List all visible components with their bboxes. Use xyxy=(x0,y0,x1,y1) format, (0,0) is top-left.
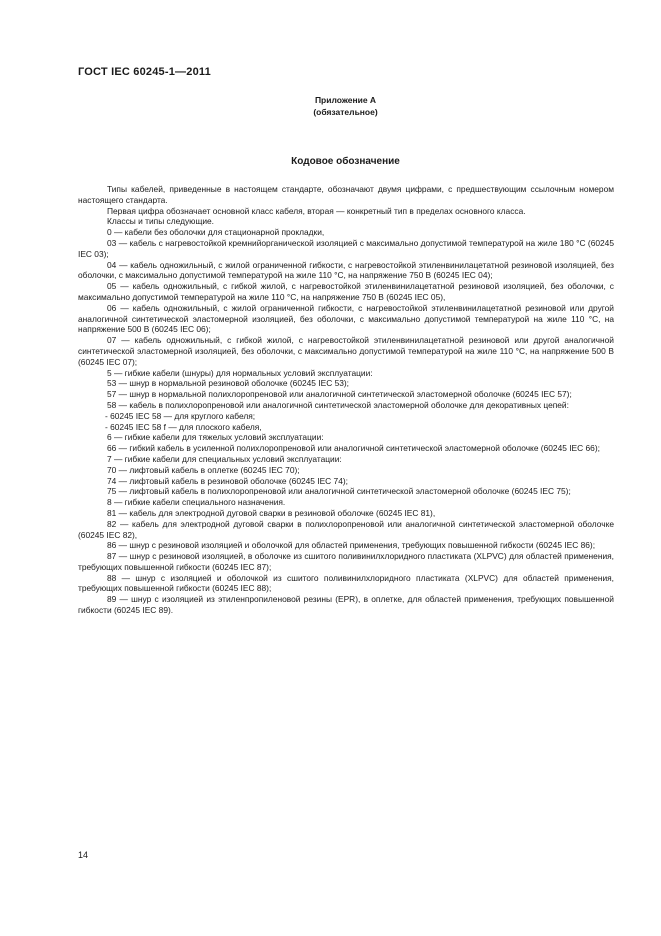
paragraph: 0 — кабели без оболочки для стационарной прокладки, xyxy=(107,227,325,238)
section-title: Кодовое обозначение xyxy=(291,156,400,167)
paragraph: 57 — шнур в нормальной полихлоропреновой или аналогичной синтетической эластомерной оболочке (60245 IEC 57); xyxy=(107,389,572,400)
paragraph: 58 — кабель в полихлоропреновой или аналогичной синтетической эластомерной оболочке для декоративных цепей: xyxy=(107,399,569,410)
paragraph: 75 — лифтовый кабель в полихлоропреновой или аналогичной синтетической эластомерной оболочке (60245 IEC 75); xyxy=(107,486,571,497)
paragraph: 06 — кабель одножильный, с жилой ограниченной гибкости, с нагревостойкой этиленвинилацетатной резиновой или другой аналогичной синтетической эластомерной изоляцией, без оболочки, с максимально допустимой температурой на жиле 110 °С, на напряжение 500 В (60245 IEC 06); xyxy=(78,302,614,335)
paragraph: Типы кабелей, приведенные в настоящем стандарте, обозначают двумя цифрами, с предшествующим ссылочным номером настоящего стандарта. xyxy=(78,184,614,205)
list-item: - 60245 IEC 58 — для круглого кабеля; xyxy=(105,410,256,421)
page-number: 14 xyxy=(78,850,89,860)
paragraph: 87 — шнур с резиновой изоляцией, в оболочке из сшитого поливинилхлоридного пластиката (XLPVC) для областей применения, требующих повышенной гибкости (60245 IEC 87); xyxy=(78,551,614,572)
list-item: - 60245 IEC 58 f — для плоского кабеля, xyxy=(105,421,262,432)
paragraph: 81 — кабель для электродной дуговой сварки в резиновой оболочке (60245 IEC 81), xyxy=(107,507,436,518)
paragraph: 66 — гибкий кабель в усиленной полихлоропреновой или аналогичной синтетической эластомерной оболочке (60245 IEC 66); xyxy=(107,443,600,454)
paragraph: 53 — шнур в нормальной резиновой оболочке (60245 IEC 53); xyxy=(107,378,349,389)
paragraph: 86 — шнур с резиновой изоляцией и оболочкой для областей применения, требующих повышенной гибкости (60245 IEC 86); xyxy=(107,540,596,551)
paragraph: 82 — кабель для электродной дуговой сварки в полихлоропреновой или аналогичной синтетической эластомерной оболочке (60245 IEC 82), xyxy=(78,518,614,540)
paragraph: 70 — лифтовый кабель в оплетке (60245 IEC 70); xyxy=(107,464,300,475)
paragraph: Классы и типы следующие. xyxy=(107,216,215,227)
paragraph: 74 — лифтовый кабель в резиновой оболочке (60245 IEC 74); xyxy=(107,475,348,486)
appendix-subtitle: (обязательное) xyxy=(313,107,378,117)
paragraph: 89 — шнур с изоляцией из этиленпропиленовой резины (EPR), в оплетке, для областей применения, требующих повышенной гибкости (60245 IEC 89). xyxy=(78,594,614,616)
paragraph: 07 — кабель одножильный, с гибкой жилой, с нагревостойкой этиленвинилацетатной резиновой или другой аналогичной синтетической эластомерной изоляцией, без оболочки, с максимально допустимой температурой на жиле 110 °С, на напряжение 500 В (60245 IEC 07); xyxy=(78,335,614,367)
paragraph: 7 — гибкие кабели для специальных условий эксплуатации: xyxy=(107,453,342,464)
paragraph: 03 — кабель с нагревостойкой кремнийорганической изоляцией с максимально допустимой температурой на жиле 180 °С (60245 IEC 03); xyxy=(78,237,614,259)
paragraph: 05 — кабель одножильный, с гибкой жилой, с нагревостойкой этиленвинилацетатной резиновой изоляцией, без оболочки, с максимально допустимой температурой на жиле 110 °С, на напряжение 750 В (60245 IEC 05), xyxy=(78,281,614,302)
document-body xyxy=(78,184,614,616)
paragraph: 5 — гибкие кабели (шнуры) для нормальных условий эксплуатации: xyxy=(107,367,373,378)
paragraph: 04 — кабель одножильный, с жилой ограниченной гибкости, с нагревостойкой этиленвинилацетатной резиновой изоляцией, без оболочки, с максимально допустимой температурой на жиле 110 °С, на напряжение 750 В (60245 IEC 04); xyxy=(78,259,614,281)
paragraph: 6 — гибкие кабели для тяжелых условий эксплуатации: xyxy=(107,432,324,443)
appendix-title: Приложение А xyxy=(314,95,377,105)
paragraph: 88 — шнур с изоляцией и оболочкой из сшитого поливинилхлоридного пластиката (XLPVC) для областей применения, требующих повышенной гибкости (60245 IEC 88); xyxy=(78,572,614,594)
document-header: ГОСТ IEC 60245-1—2011 xyxy=(78,66,211,78)
appendix-heading xyxy=(0,94,661,118)
paragraph: 8 — гибкие кабели специального назначения. xyxy=(107,497,286,508)
paragraph: Первая цифра обозначает основной класс кабеля, вторая — конкретный тип в пределах основного класса. xyxy=(107,205,526,216)
